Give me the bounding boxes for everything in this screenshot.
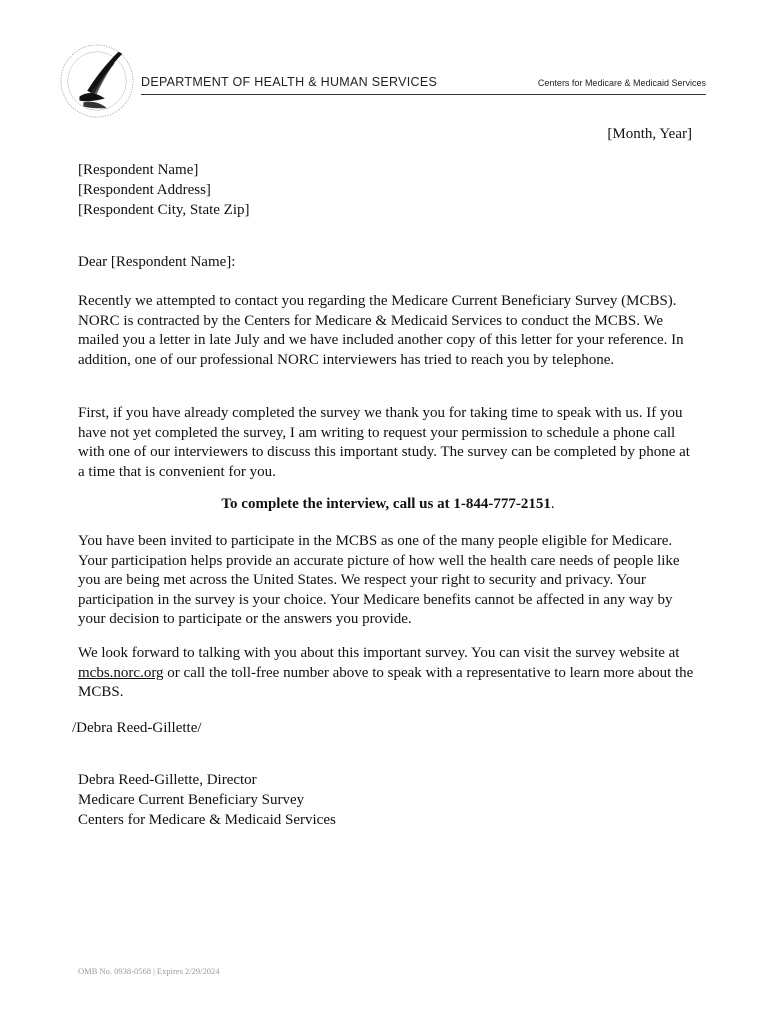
letter-date: [Month, Year] xyxy=(607,126,692,142)
body-paragraph-4 xyxy=(78,644,698,703)
call-to-action-period: . xyxy=(550,496,555,512)
omb-footer: OMB No. 0938-0568 | Expires 2/29/2024 xyxy=(78,966,220,976)
signature: /Debra Reed-Gillette/ xyxy=(72,720,202,736)
paragraph-4-start: We look forward to talking with you about this important survey. You can visit the survey website at xyxy=(78,645,680,661)
body-paragraph-1: Recently we attempted to contact you regarding the Medicare Current Beneficiary Survey (MCBS). NORC is contracted by the Centers for Medicare & Medicaid Services to conduct the MCBS. We mailed you a letter in late July and we have included another copy of this letter for your reference. In addition, one of our professional NORC interviewers has tried to reach you by telephone. xyxy=(78,293,684,368)
letterhead-rule xyxy=(141,94,706,95)
body-paragraph-3: You have been invited to participate in the MCBS as one of the many people eligible for Medicare. Your participation helps provide an accurate picture of how well the health care needs of people like you are being met across the United States. We respect your right to security and privacy. Your participation in the survey is your choice. Your Medicare benefits cannot be affected in any way by your decision to participate or the answers you provide. xyxy=(78,533,680,627)
signer-agency: Centers for Medicare & Medicaid Services xyxy=(78,812,336,828)
survey-website-link[interactable]: mcbs.norc.org xyxy=(78,664,164,681)
recipient-address: [Respondent Address] xyxy=(78,182,211,198)
salutation: Dear [Respondent Name]: xyxy=(78,254,236,270)
call-to-action xyxy=(78,496,698,513)
recipient-city-state-zip: [Respondent City, State Zip] xyxy=(78,202,250,218)
signer-name-title: Debra Reed-Gillette, Director xyxy=(78,772,257,788)
department-name: DEPARTMENT OF HEALTH & HUMAN SERVICES xyxy=(141,75,438,89)
body-paragraph-2: First, if you have already completed the survey we thank you for taking time to speak with us. If you have not yet completed the survey, I am writing to request your permission to schedule a phone call with one of our interviewers to discuss this important study. The survey can be completed by phone at a time that is convenient for you. xyxy=(78,405,690,480)
signer-block xyxy=(78,770,336,830)
paragraph-4-end: or call the toll-free number above to speak with a representative to learn more about the MCBS. xyxy=(78,664,694,700)
agency-name: Centers for Medicare & Medicaid Services xyxy=(537,78,706,88)
recipient-address-block xyxy=(78,160,250,220)
hhs-eagle-seal-icon xyxy=(58,42,136,120)
signer-program: Medicare Current Beneficiary Survey xyxy=(78,792,305,808)
call-to-action-text: To complete the interview, call us at 1-844-777-2151 xyxy=(221,496,551,512)
recipient-name: [Respondent Name] xyxy=(78,162,199,178)
